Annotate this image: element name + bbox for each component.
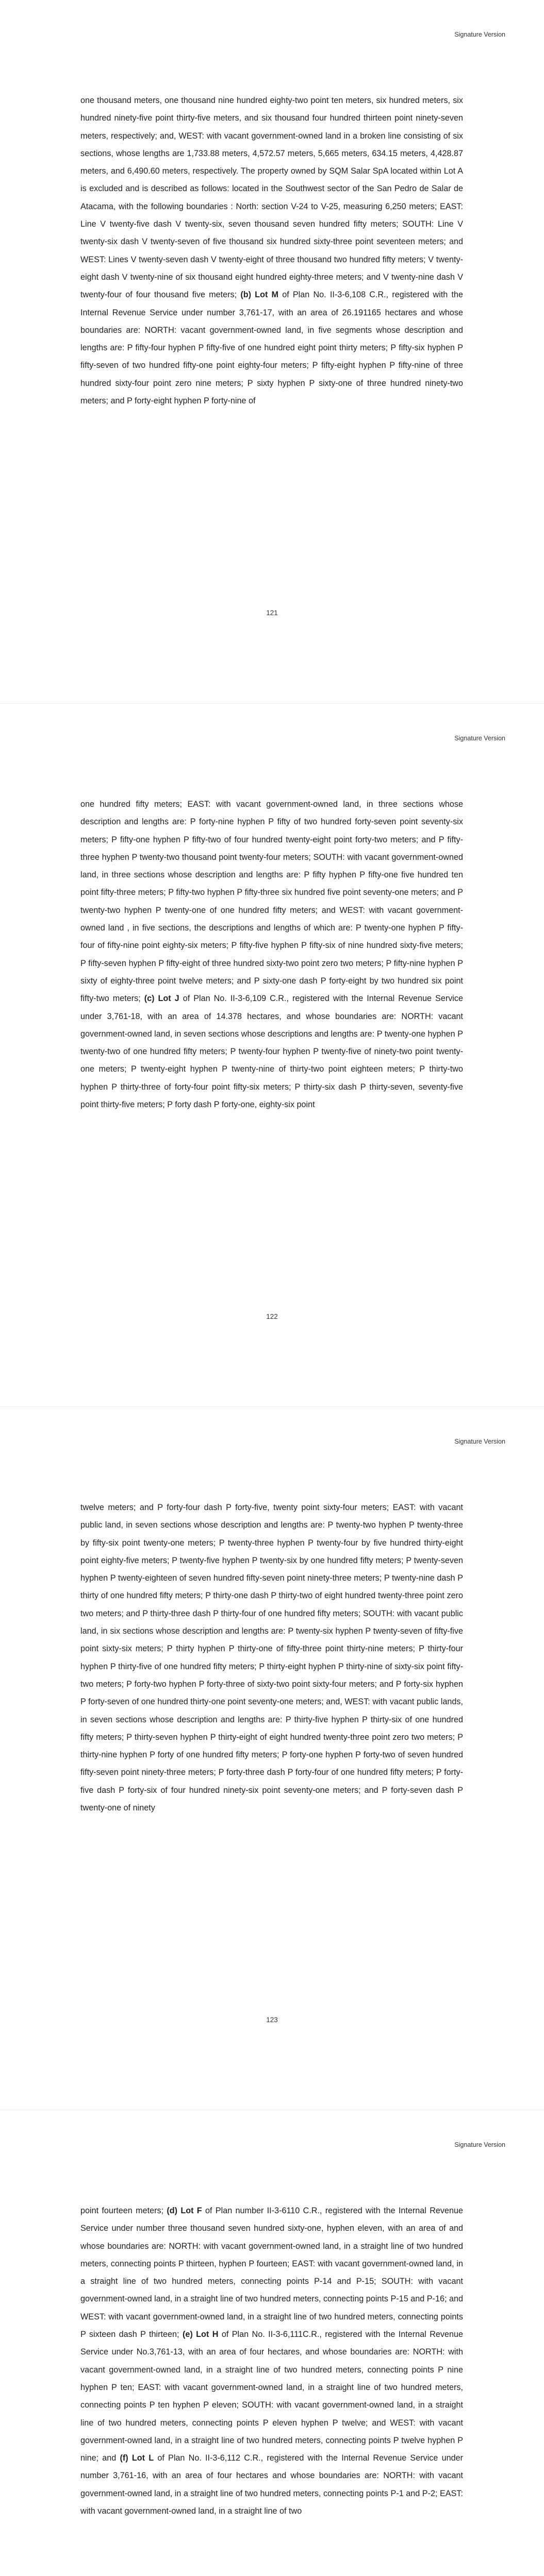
- lot-heading: (d) Lot F: [167, 2206, 202, 2215]
- signature-version-label: Signature Version: [454, 1438, 505, 1445]
- text-segment: one hundred fifty meters; EAST: with vacant government-owned land, in three sections whose description and lengths are: P forty-nine hyphen P fifty of two hundred forty-seven point seventy-six meters; P fifty-one hyphen P fifty-two of four hundred twenty-eight point forty-two meters; and P fifty-three hyphen P twenty-two thousand point twenty-four meters; SOUTH: with vacant government-owned land, in three sections whose description and lengths are: P fifty hyphen P fifty-one five hundred ten point fifty-three meters; P fifty-two hyphen P fifty-three six hundred five point seventy-one meters; and P twenty-two hyphen P twenty-one of one hundred fifty meters; and WEST: with vacant government-owned land , in five sections, the descriptions and lengths of which are: P twenty-one hyphen P fifty-four of fifty-nine point eighty-six meters; P fifty-five hyphen P fifty-six of nine hundred sixty-five meters; P fifty-seven hyphen P fifty-eight of three hundred sixty-two point zero two meters; P fifty-nine hyphen P sixty of eighty-three point twelve meters; and P sixty-one dash P forty-eight by two hundred six point fifty-two meters;: [80, 800, 463, 1004]
- signature-version-label: Signature Version: [454, 2141, 505, 2148]
- page-body-text: [80, 795, 463, 1113]
- text-segment: twelve meters; and P forty-four dash P forty-five, twenty point sixty-four meters; EAST: with vacant public land, in seven sections whose description and lengths are: P twenty-two hyphen P twenty-three by fifty-six point twenty-one meters; P twenty-three hyphen P twenty-four by five hundred thirty-eight point eighty-five meters; P twenty-five hyphen P twenty-six by one hundred fifty meters; P twenty-seven hyphen P twenty-eighteen of seven hundred fifty-seven point ninety-three meters; P twenty-nine dash P thirty of one hundred fifty meters; P thirty-one dash P thirty-two of eight hundred twenty-three point zero two meters; and P thirty-three dash P thirty-four of one hundred fifty meters; SOUTH: with vacant public land, in six sections whose description and lengths are: P twenty-six hyphen P twenty-seven of fifty-five point sixty-six meters; P thirty hyphen P thirty-one of fifty-three point thirty-nine meters; P thirty-four hyphen P thirty-five of one hundred fifty meters; P thirty-eight hyphen P thirty-nine of sixty-six point fifty-two meters; P forty-two hyphen P forty-three of sixty-two point sixty-four meters; and P forty-six hyphen P forty-seven of one hundred thirty-one point seventy-one meters; and, WEST: with vacant public lands, in seven sections whose description and lengths are: P thirty-five hyphen P thirty-six of one hundred fifty meters; P thirty-seven hyphen P thirty-eight of eight hundred twenty-three point zero two meters; P thirty-nine hyphen P forty of one hundred fifty meters; P forty-one hyphen P forty-two of seven hundred fifty-seven point ninety-three meters; P forty-three dash P forty-four of one hundred fifty meters; P forty-five dash P forty-six of four hundred ninety-six point seventy-one meters; and P forty-seven dash P twenty-one of ninety: [80, 1503, 463, 1813]
- text-segment: point fourteen meters;: [80, 2206, 167, 2215]
- page-number: 122: [266, 1313, 278, 1320]
- document-page: [0, 704, 544, 1406]
- lot-heading: (f) Lot L: [120, 2453, 154, 2463]
- signature-version-label: Signature Version: [454, 31, 505, 38]
- text-segment: of Plan number II-3-6110 C.R., registered with the Internal Revenue Service under number three thousand seven hundred sixty-one, hyphen eleven, with an area of and whose boundaries are: NORTH: with vacant government-owned land, in a straight line of two hundred meters, connecting points P thirteen, hyphen P fourteen; EAST: with vacant government-owned land, in a straight line of two hundred meters, connecting points P-14 and P-15; SOUTH: with vacant government-owned land, in a straight line of two hundred meters, connecting points P-15 and P-16; and WEST: with vacant government-owned land, in a straight line of two hundred meters, connecting points P sixteen dash P thirteen;: [80, 2206, 464, 2340]
- document-page: [0, 0, 544, 703]
- text-segment: one thousand meters, one thousand nine hundred eighty-two point ten meters, six hundred meters, six hundred ninety-five point thirty-five meters, and six thousand four hundred thirteen point ninety-seven meters, respectively; and, WEST: with vacant government-owned land in a broken line consisting of six sections, whose lengths are 1,733.88 meters, 4,572.57 meters, 5,665 meters, 634.15 meters, 4,428.87 meters, and 6,490.60 meters, respectively. The property owned by SQM Salar SpA located within Lot A is excluded and is described as follows: located in the Southwest sector of the San Pedro de Salar de Atacama, with the following boundaries : North: section V-24 to V-25, measuring 6,250 meters; EAST: Line V twenty-five dash V twenty-six, seven thousand seven hundred fifty meters; SOUTH: Line V twenty-six dash V twenty-seven of five thousand six hundred sixty-three point seventeen meters; and WEST: Lines V twenty-seven dash V twenty-eight of three thousand two hundred fifty meters; V twenty-eight dash V twenty-nine of six thousand eight hundred eighty-three meters; and V twenty-nine dash V twenty-four of four thousand five meters;: [80, 96, 463, 300]
- text-segment: of Plan No. II-3-6,109 C.R., registered with the Internal Revenue Service under 3,761-18, with an area of 14.378 hectares, and whose boundaries are: NORTH: vacant government-owned land, in seven sections whose descriptions and lengths are: P twenty-one hyphen P twenty-two of one hundred fifty meters; P twenty-four hyphen P twenty-five of ninety-two point twenty-one meters; P twenty-eight hyphen P twenty-nine of thirty-two point eighteen meters; P thirty-two hyphen P thirty-three of forty-four point fifty-six meters; P thirty-six dash P thirty-seven, seventy-five point thirty-five meters; P forty dash P forty-one, eighty-six point: [80, 994, 463, 1110]
- page-body-text: [80, 92, 463, 410]
- page-body-text: [80, 2202, 463, 2520]
- signature-version-label: Signature Version: [454, 735, 505, 742]
- text-segment: of Plan No. II-3-6,112 C.R., registered with the Internal Revenue Service under number 3,761-16, with an area of four hectares and whose boundaries are: NORTH: with vacant government-owned land, in a straight line of two hundred meters, connecting points P-1 and P-2; EAST: with vacant government-owned land, in a straight line of two: [80, 2453, 463, 2516]
- document-page: [0, 2110, 544, 2576]
- lot-heading: (c) Lot J: [144, 994, 179, 1004]
- document-page: [0, 1407, 544, 2110]
- text-segment: of Plan No. II-3-6,111C.R., registered with the Internal Revenue Service under No.3,761-13, with an area of four hectares, and whose boundaries are: NORTH: with vacant government-owned land, in a straight line of two hundred meters, connecting points P nine hyphen P ten; EAST: with vacant government-owned land, in a straight line of two hundred meters, connecting points P ten hyphen P eleven; SOUTH: with vacant government-owned land, in a straight line of two hundred meters, connecting points P eleven hyphen P twelve; and WEST: with vacant government-owned land, in a straight line of two hundred meters, connecting points P twelve hyphen P nine; and: [80, 2330, 463, 2463]
- page-number: 121: [266, 609, 278, 617]
- page-number: 123: [266, 2016, 278, 2024]
- page-body-text: [80, 1499, 463, 1817]
- text-segment: of Plan No. II-3-6,108 C.R., registered with the Internal Revenue Service under number 3,761-17, with an area of 26.191165 hectares and whose boundaries are: NORTH: vacant government-owned land, in five segments whose description and lengths are: P fifty-four hyphen P fifty-five of one hundred eight point thirty meters; P fifty-six hyphen P fifty-seven of two hundred fifty-one point eighty-four meters; P fifty-eight hyphen P fifty-nine of three hundred sixty-four point zero nine meters; P sixty hyphen P sixty-one of three hundred ninety-two meters; and P forty-eight hyphen P forty-nine of: [80, 290, 463, 406]
- lot-heading: (b) Lot M: [240, 290, 279, 300]
- lot-heading: (e) Lot H: [182, 2330, 219, 2340]
